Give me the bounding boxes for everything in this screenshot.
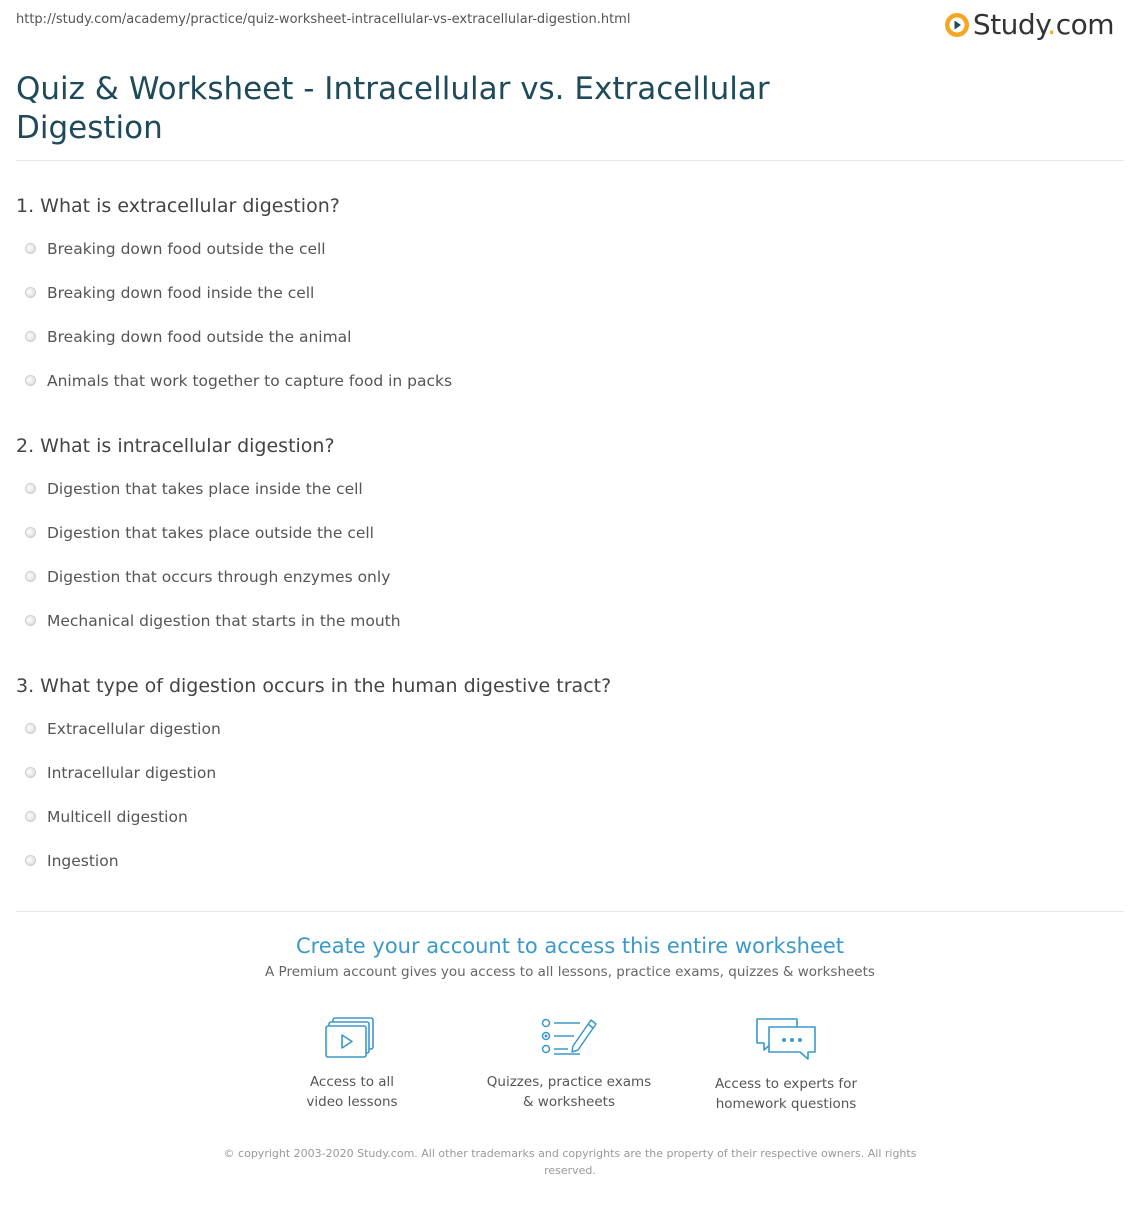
- question-text: 1. What is extracellular digestion?: [16, 195, 340, 217]
- feature-experts: [686, 1016, 886, 1114]
- logo-name: Study: [972, 8, 1048, 41]
- study-logo[interactable]: [944, 8, 1114, 41]
- answer-label: Breaking down food outside the cell: [47, 240, 326, 258]
- question-1: [16, 191, 1116, 390]
- radio-button[interactable]: [25, 287, 36, 298]
- create-account-link[interactable]: Create your account to access this entire worksheet: [295, 934, 845, 958]
- radio-button[interactable]: [25, 375, 36, 386]
- copyright-text: © copyright 2003-2020 Study.com. All other trademarks and copyrights are the property of their respective owners. All rights reserved.: [223, 1147, 917, 1177]
- radio-button[interactable]: [25, 767, 36, 778]
- feature-video-lessons: [252, 1016, 452, 1112]
- answer-label: Animals that work together to capture food in packs: [47, 372, 453, 390]
- radio-button[interactable]: [25, 571, 36, 582]
- page-url: http://study.com/academy/practice/quiz-worksheet-intracellular-vs-extracellular-digestion.html: [16, 12, 631, 27]
- question-text: 2. What is intracellular digestion?: [16, 435, 335, 457]
- chat-bubbles-icon: [754, 1016, 818, 1062]
- answer-label: Extracellular digestion: [47, 720, 221, 738]
- radio-button[interactable]: [25, 483, 36, 494]
- radio-button[interactable]: [25, 331, 36, 342]
- feature-label: Quizzes, practice exams & worksheets: [486, 1074, 652, 1110]
- radio-button[interactable]: [25, 855, 36, 866]
- feature-quizzes: [469, 1016, 669, 1112]
- logo-dot: .: [1047, 8, 1056, 41]
- play-logo-icon: [944, 12, 970, 38]
- question-text: 3. What type of digestion occurs in the human digestive tract?: [16, 675, 612, 697]
- answer-label: Mechanical digestion that starts in the mouth: [47, 612, 401, 630]
- answer-label: Breaking down food inside the cell: [47, 284, 315, 302]
- divider: [16, 160, 1124, 161]
- page-title: Quiz & Worksheet - Intracellular vs. Extracellular Digestion: [16, 71, 770, 146]
- radio-button[interactable]: [25, 243, 36, 254]
- answer-label: Digestion that takes place outside the cell: [47, 524, 374, 542]
- logo-suffix: com: [1055, 8, 1114, 41]
- divider: [16, 911, 1124, 912]
- radio-button[interactable]: [25, 811, 36, 822]
- quiz-checklist-icon: [540, 1016, 598, 1060]
- answer-label: Digestion that takes place inside the cell: [47, 480, 363, 498]
- question-3: [16, 671, 1116, 870]
- radio-button[interactable]: [25, 615, 36, 626]
- answer-label: Digestion that occurs through enzymes only: [47, 568, 391, 586]
- answer-label: Breaking down food outside the animal: [47, 328, 352, 346]
- answer-label: Multicell digestion: [47, 808, 188, 826]
- radio-button[interactable]: [25, 723, 36, 734]
- answer-label: Intracellular digestion: [47, 764, 217, 782]
- radio-button[interactable]: [25, 527, 36, 538]
- promo-subtitle: A Premium account gives you access to all lessons, practice exams, quizzes & worksheets: [265, 964, 875, 980]
- answer-label: Ingestion: [47, 852, 119, 870]
- feature-label: Access to all video lessons: [306, 1074, 398, 1110]
- video-lessons-icon: [325, 1016, 379, 1060]
- question-2: [16, 431, 1116, 630]
- feature-label: Access to experts for homework questions: [714, 1076, 857, 1112]
